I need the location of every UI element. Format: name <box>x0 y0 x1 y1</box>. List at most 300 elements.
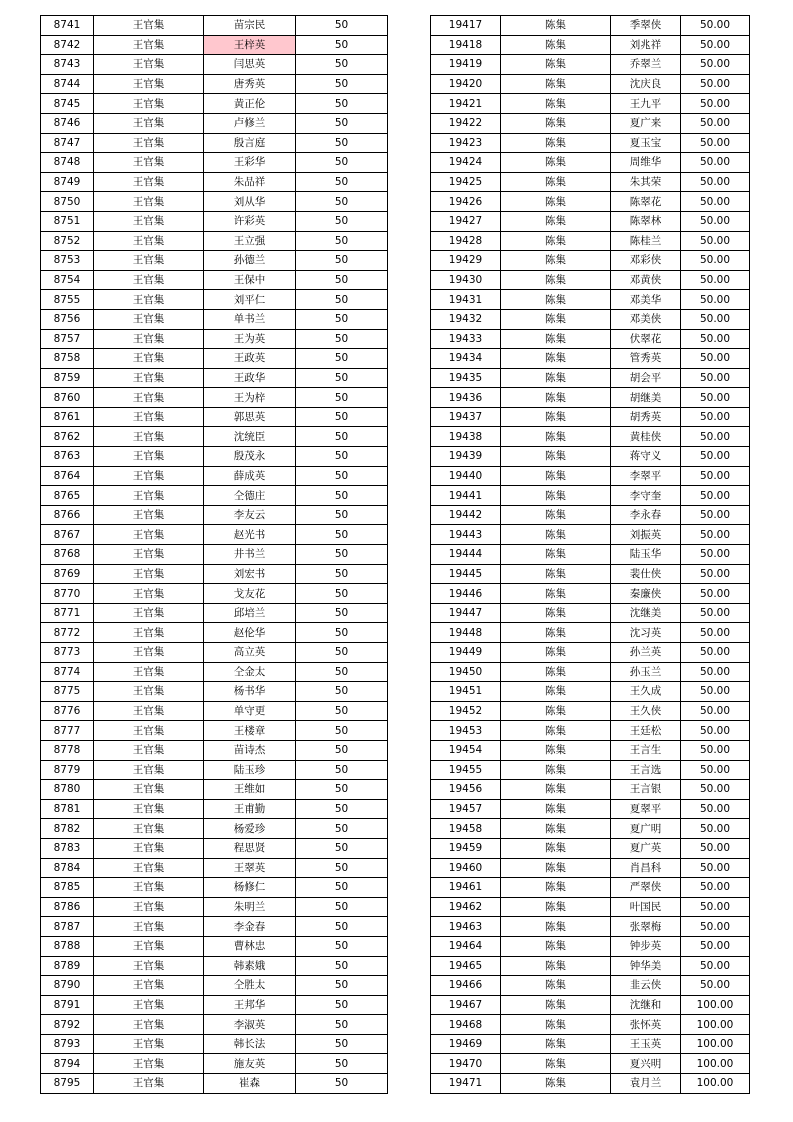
table-row <box>431 309 750 329</box>
table-row <box>431 740 750 760</box>
amount-cell: 50 <box>296 192 388 212</box>
table-row <box>41 35 388 55</box>
id-cell: 19462 <box>431 897 501 917</box>
id-cell: 19435 <box>431 368 501 388</box>
table-row <box>41 838 388 858</box>
amount-cell: 50.00 <box>681 682 750 702</box>
amount-cell: 50 <box>296 525 388 545</box>
amount-cell: 50.00 <box>681 897 750 917</box>
village-cell: 陈集 <box>501 388 611 408</box>
id-cell: 8775 <box>41 682 94 702</box>
table-row <box>41 976 388 996</box>
amount-cell: 50.00 <box>681 780 750 800</box>
village-cell: 陈集 <box>501 878 611 898</box>
table-row <box>431 447 750 467</box>
name-cell: 孙玉兰 <box>611 662 681 682</box>
amount-cell: 50 <box>296 270 388 290</box>
name-cell: 秦廉侠 <box>611 584 681 604</box>
amount-cell: 50.00 <box>681 231 750 251</box>
table-row <box>41 270 388 290</box>
village-cell: 王官集 <box>94 1015 204 1035</box>
name-cell: 王言生 <box>611 740 681 760</box>
village-cell: 陈集 <box>501 760 611 780</box>
id-cell: 19446 <box>431 584 501 604</box>
village-cell: 王官集 <box>94 1054 204 1074</box>
name-cell: 邓彩侠 <box>611 251 681 271</box>
village-cell: 王官集 <box>94 153 204 173</box>
id-cell: 19442 <box>431 505 501 525</box>
id-cell: 19426 <box>431 192 501 212</box>
table-row <box>41 466 388 486</box>
amount-cell: 50.00 <box>681 290 750 310</box>
village-cell: 陈集 <box>501 799 611 819</box>
village-cell: 王官集 <box>94 231 204 251</box>
name-cell: 陆玉珍 <box>204 760 296 780</box>
village-cell: 王官集 <box>94 1034 204 1054</box>
name-cell: 李淑英 <box>204 1015 296 1035</box>
table-row <box>41 94 388 114</box>
table-row <box>41 407 388 427</box>
name-cell: 赵伦华 <box>204 623 296 643</box>
id-cell: 19425 <box>431 172 501 192</box>
amount-cell: 50 <box>296 682 388 702</box>
name-cell: 夏广明 <box>611 819 681 839</box>
name-cell: 夏广英 <box>611 838 681 858</box>
id-cell: 19447 <box>431 603 501 623</box>
village-cell: 王官集 <box>94 976 204 996</box>
village-cell: 陈集 <box>501 290 611 310</box>
name-cell: 沈庆良 <box>611 74 681 94</box>
amount-cell: 50 <box>296 701 388 721</box>
village-cell: 王官集 <box>94 956 204 976</box>
amount-cell: 50.00 <box>681 329 750 349</box>
table-row <box>41 682 388 702</box>
village-cell: 陈集 <box>501 270 611 290</box>
id-cell: 19454 <box>431 740 501 760</box>
name-cell: 仝德庄 <box>204 486 296 506</box>
amount-cell: 50.00 <box>681 838 750 858</box>
name-cell: 沈习英 <box>611 623 681 643</box>
village-cell: 王官集 <box>94 74 204 94</box>
village-cell: 陈集 <box>501 564 611 584</box>
table-row <box>41 878 388 898</box>
id-cell: 8759 <box>41 368 94 388</box>
amount-cell: 50.00 <box>681 603 750 623</box>
id-cell: 19459 <box>431 838 501 858</box>
id-cell: 8753 <box>41 251 94 271</box>
table-row <box>431 290 750 310</box>
village-cell: 陈集 <box>501 897 611 917</box>
name-cell: 叶国民 <box>611 897 681 917</box>
amount-cell: 50.00 <box>681 799 750 819</box>
name-cell: 肖昌科 <box>611 858 681 878</box>
table-row <box>41 329 388 349</box>
amount-cell: 50 <box>296 172 388 192</box>
name-cell: 王维如 <box>204 780 296 800</box>
amount-cell: 50 <box>296 780 388 800</box>
name-cell: 陈翠花 <box>611 192 681 212</box>
village-cell: 陈集 <box>501 780 611 800</box>
village-cell: 王官集 <box>94 447 204 467</box>
village-cell: 陈集 <box>501 525 611 545</box>
amount-cell: 50 <box>296 55 388 75</box>
id-cell: 8767 <box>41 525 94 545</box>
table-row <box>41 172 388 192</box>
table-row <box>41 623 388 643</box>
amount-cell: 50 <box>296 564 388 584</box>
table-row <box>41 211 388 231</box>
amount-cell: 100.00 <box>681 1034 750 1054</box>
village-cell: 陈集 <box>501 603 611 623</box>
village-cell: 王官集 <box>94 819 204 839</box>
table-row <box>41 505 388 525</box>
table-row <box>431 16 750 36</box>
amount-cell: 50 <box>296 976 388 996</box>
id-cell: 8769 <box>41 564 94 584</box>
id-cell: 8782 <box>41 819 94 839</box>
name-cell: 裴仕侠 <box>611 564 681 584</box>
table-row <box>41 897 388 917</box>
name-cell: 王保中 <box>204 270 296 290</box>
amount-cell: 50.00 <box>681 466 750 486</box>
village-cell: 王官集 <box>94 388 204 408</box>
table-row <box>431 584 750 604</box>
name-cell: 朱明兰 <box>204 897 296 917</box>
name-cell: 朱品祥 <box>204 172 296 192</box>
table-row <box>431 780 750 800</box>
table-row <box>41 643 388 663</box>
amount-cell: 50.00 <box>681 545 750 565</box>
table-row <box>431 172 750 192</box>
name-cell: 程思贤 <box>204 838 296 858</box>
id-cell: 19434 <box>431 349 501 369</box>
village-cell: 陈集 <box>501 368 611 388</box>
table-row <box>431 721 750 741</box>
id-cell: 8760 <box>41 388 94 408</box>
name-cell: 杨爱珍 <box>204 819 296 839</box>
name-cell: 李翠平 <box>611 466 681 486</box>
id-cell: 19421 <box>431 94 501 114</box>
table-row <box>41 995 388 1015</box>
amount-cell: 50 <box>296 466 388 486</box>
table-row <box>431 94 750 114</box>
name-cell: 王为英 <box>204 329 296 349</box>
village-cell: 王官集 <box>94 192 204 212</box>
village-cell: 陈集 <box>501 838 611 858</box>
village-cell: 王官集 <box>94 740 204 760</box>
table-row <box>41 133 388 153</box>
village-cell: 陈集 <box>501 153 611 173</box>
name-cell: 严翠侠 <box>611 878 681 898</box>
table-row <box>41 55 388 75</box>
village-cell: 王官集 <box>94 858 204 878</box>
amount-cell: 50 <box>296 94 388 114</box>
table-row <box>431 682 750 702</box>
id-cell: 8754 <box>41 270 94 290</box>
id-cell: 19461 <box>431 878 501 898</box>
village-cell: 王官集 <box>94 721 204 741</box>
village-cell: 陈集 <box>501 995 611 1015</box>
table-row <box>431 623 750 643</box>
name-cell: 夏玉宝 <box>611 133 681 153</box>
id-cell: 19445 <box>431 564 501 584</box>
name-cell: 王玉英 <box>611 1034 681 1054</box>
village-cell: 陈集 <box>501 94 611 114</box>
table-row <box>41 74 388 94</box>
village-cell: 陈集 <box>501 349 611 369</box>
id-cell: 8765 <box>41 486 94 506</box>
id-cell: 8779 <box>41 760 94 780</box>
amount-cell: 50 <box>296 1054 388 1074</box>
village-cell: 王官集 <box>94 329 204 349</box>
table-row <box>41 368 388 388</box>
id-cell: 8787 <box>41 917 94 937</box>
village-cell: 王官集 <box>94 623 204 643</box>
id-cell: 8784 <box>41 858 94 878</box>
amount-cell: 50.00 <box>681 525 750 545</box>
name-cell: 韭云侠 <box>611 976 681 996</box>
amount-cell: 50 <box>296 486 388 506</box>
village-cell: 王官集 <box>94 427 204 447</box>
left-table <box>40 15 388 1094</box>
village-cell: 王官集 <box>94 780 204 800</box>
village-cell: 陈集 <box>501 701 611 721</box>
amount-cell: 50.00 <box>681 584 750 604</box>
village-cell: 王官集 <box>94 290 204 310</box>
name-cell: 李永春 <box>611 505 681 525</box>
name-cell: 夏兴明 <box>611 1054 681 1074</box>
id-cell: 19431 <box>431 290 501 310</box>
amount-cell: 50 <box>296 662 388 682</box>
village-cell: 王官集 <box>94 211 204 231</box>
amount-cell: 50 <box>296 838 388 858</box>
id-cell: 19458 <box>431 819 501 839</box>
id-cell: 19468 <box>431 1015 501 1035</box>
name-cell: 苗宗民 <box>204 16 296 36</box>
amount-cell: 50 <box>296 251 388 271</box>
name-cell: 郭思英 <box>204 407 296 427</box>
amount-cell: 50 <box>296 643 388 663</box>
table-row <box>41 917 388 937</box>
amount-cell: 50.00 <box>681 172 750 192</box>
table-row <box>431 760 750 780</box>
name-cell: 孙兰英 <box>611 643 681 663</box>
id-cell: 8757 <box>41 329 94 349</box>
table-row <box>41 349 388 369</box>
village-cell: 王官集 <box>94 133 204 153</box>
id-cell: 19463 <box>431 917 501 937</box>
amount-cell: 50 <box>296 153 388 173</box>
name-cell: 李金春 <box>204 917 296 937</box>
village-cell: 王官集 <box>94 113 204 133</box>
table-row <box>431 1034 750 1054</box>
amount-cell: 50.00 <box>681 936 750 956</box>
name-cell: 邓美侠 <box>611 309 681 329</box>
table-row <box>41 290 388 310</box>
name-cell: 陆玉华 <box>611 545 681 565</box>
id-cell: 19449 <box>431 643 501 663</box>
village-cell: 陈集 <box>501 545 611 565</box>
table-row <box>41 153 388 173</box>
table-row <box>431 55 750 75</box>
amount-cell: 50 <box>296 603 388 623</box>
id-cell: 8751 <box>41 211 94 231</box>
id-cell: 8788 <box>41 936 94 956</box>
table-row <box>431 349 750 369</box>
amount-cell: 50 <box>296 819 388 839</box>
amount-cell: 50 <box>296 740 388 760</box>
id-cell: 19417 <box>431 16 501 36</box>
table-row <box>431 799 750 819</box>
table-row <box>431 995 750 1015</box>
id-cell: 19467 <box>431 995 501 1015</box>
village-cell: 王官集 <box>94 270 204 290</box>
id-cell: 8750 <box>41 192 94 212</box>
name-cell: 韩素娥 <box>204 956 296 976</box>
village-cell: 陈集 <box>501 740 611 760</box>
id-cell: 8743 <box>41 55 94 75</box>
table-row <box>41 1074 388 1094</box>
table-row <box>41 584 388 604</box>
name-cell: 王政华 <box>204 368 296 388</box>
table-row <box>431 643 750 663</box>
table-row <box>431 427 750 447</box>
id-cell: 8755 <box>41 290 94 310</box>
table-row <box>41 1034 388 1054</box>
village-cell: 陈集 <box>501 192 611 212</box>
amount-cell: 50 <box>296 956 388 976</box>
id-cell: 8762 <box>41 427 94 447</box>
village-cell: 陈集 <box>501 505 611 525</box>
village-cell: 王官集 <box>94 35 204 55</box>
table-row <box>41 564 388 584</box>
village-cell: 王官集 <box>94 407 204 427</box>
table-row <box>431 388 750 408</box>
village-cell: 王官集 <box>94 701 204 721</box>
table-row <box>41 740 388 760</box>
village-cell: 王官集 <box>94 1074 204 1094</box>
amount-cell: 100.00 <box>681 1015 750 1035</box>
name-cell: 夏翠平 <box>611 799 681 819</box>
name-cell: 陈桂兰 <box>611 231 681 251</box>
village-cell: 陈集 <box>501 74 611 94</box>
table-row <box>431 192 750 212</box>
amount-cell: 50.00 <box>681 427 750 447</box>
amount-cell: 50 <box>296 407 388 427</box>
amount-cell: 50.00 <box>681 35 750 55</box>
table-row <box>41 780 388 800</box>
name-cell: 邱培兰 <box>204 603 296 623</box>
amount-cell: 50.00 <box>681 721 750 741</box>
id-cell: 8778 <box>41 740 94 760</box>
amount-cell: 50 <box>296 309 388 329</box>
table-row <box>41 388 388 408</box>
name-cell: 陈翠林 <box>611 211 681 231</box>
amount-cell: 50.00 <box>681 740 750 760</box>
amount-cell: 50 <box>296 799 388 819</box>
name-cell: 单书兰 <box>204 309 296 329</box>
name-cell: 李守奎 <box>611 486 681 506</box>
table-row <box>41 760 388 780</box>
table-row <box>431 133 750 153</box>
id-cell: 19453 <box>431 721 501 741</box>
village-cell: 陈集 <box>501 1074 611 1094</box>
table-row <box>41 447 388 467</box>
id-cell: 19455 <box>431 760 501 780</box>
name-cell: 刘振英 <box>611 525 681 545</box>
amount-cell: 50.00 <box>681 956 750 976</box>
id-cell: 8747 <box>41 133 94 153</box>
name-cell: 王梓英 <box>204 35 296 55</box>
name-cell: 王久成 <box>611 682 681 702</box>
name-cell: 卢修兰 <box>204 113 296 133</box>
id-cell: 19418 <box>431 35 501 55</box>
village-cell: 王官集 <box>94 897 204 917</box>
name-cell: 殷茂永 <box>204 447 296 467</box>
id-cell: 19437 <box>431 407 501 427</box>
amount-cell: 50 <box>296 388 388 408</box>
village-cell: 陈集 <box>501 1015 611 1035</box>
table-row <box>431 329 750 349</box>
table-row <box>41 309 388 329</box>
id-cell: 8745 <box>41 94 94 114</box>
amount-cell: 50 <box>296 231 388 251</box>
amount-cell: 50.00 <box>681 133 750 153</box>
name-cell: 胡会平 <box>611 368 681 388</box>
name-cell: 管秀英 <box>611 349 681 369</box>
village-cell: 陈集 <box>501 329 611 349</box>
id-cell: 19423 <box>431 133 501 153</box>
village-cell: 王官集 <box>94 94 204 114</box>
name-cell: 王廷松 <box>611 721 681 741</box>
table-row <box>41 819 388 839</box>
amount-cell: 50.00 <box>681 643 750 663</box>
village-cell: 王官集 <box>94 878 204 898</box>
table-row <box>431 251 750 271</box>
table-row <box>41 936 388 956</box>
amount-cell: 50.00 <box>681 251 750 271</box>
id-cell: 8764 <box>41 466 94 486</box>
table-row <box>41 721 388 741</box>
id-cell: 19429 <box>431 251 501 271</box>
village-cell: 陈集 <box>501 211 611 231</box>
amount-cell: 50.00 <box>681 388 750 408</box>
village-cell: 陈集 <box>501 721 611 741</box>
amount-cell: 100.00 <box>681 1074 750 1094</box>
id-cell: 19460 <box>431 858 501 878</box>
village-cell: 陈集 <box>501 917 611 937</box>
name-cell: 杨书华 <box>204 682 296 702</box>
id-cell: 19471 <box>431 1074 501 1094</box>
amount-cell: 50.00 <box>681 16 750 36</box>
name-cell: 施友英 <box>204 1054 296 1074</box>
table-row <box>431 819 750 839</box>
id-cell: 19419 <box>431 55 501 75</box>
id-cell: 8777 <box>41 721 94 741</box>
amount-cell: 50 <box>296 74 388 94</box>
amount-cell: 50.00 <box>681 55 750 75</box>
table-row <box>41 701 388 721</box>
right-table <box>430 15 750 1094</box>
amount-cell: 50 <box>296 35 388 55</box>
name-cell: 李友云 <box>204 505 296 525</box>
amount-cell: 50.00 <box>681 211 750 231</box>
name-cell: 刘平仁 <box>204 290 296 310</box>
id-cell: 19439 <box>431 447 501 467</box>
amount-cell: 50.00 <box>681 309 750 329</box>
village-cell: 王官集 <box>94 584 204 604</box>
id-cell: 8761 <box>41 407 94 427</box>
